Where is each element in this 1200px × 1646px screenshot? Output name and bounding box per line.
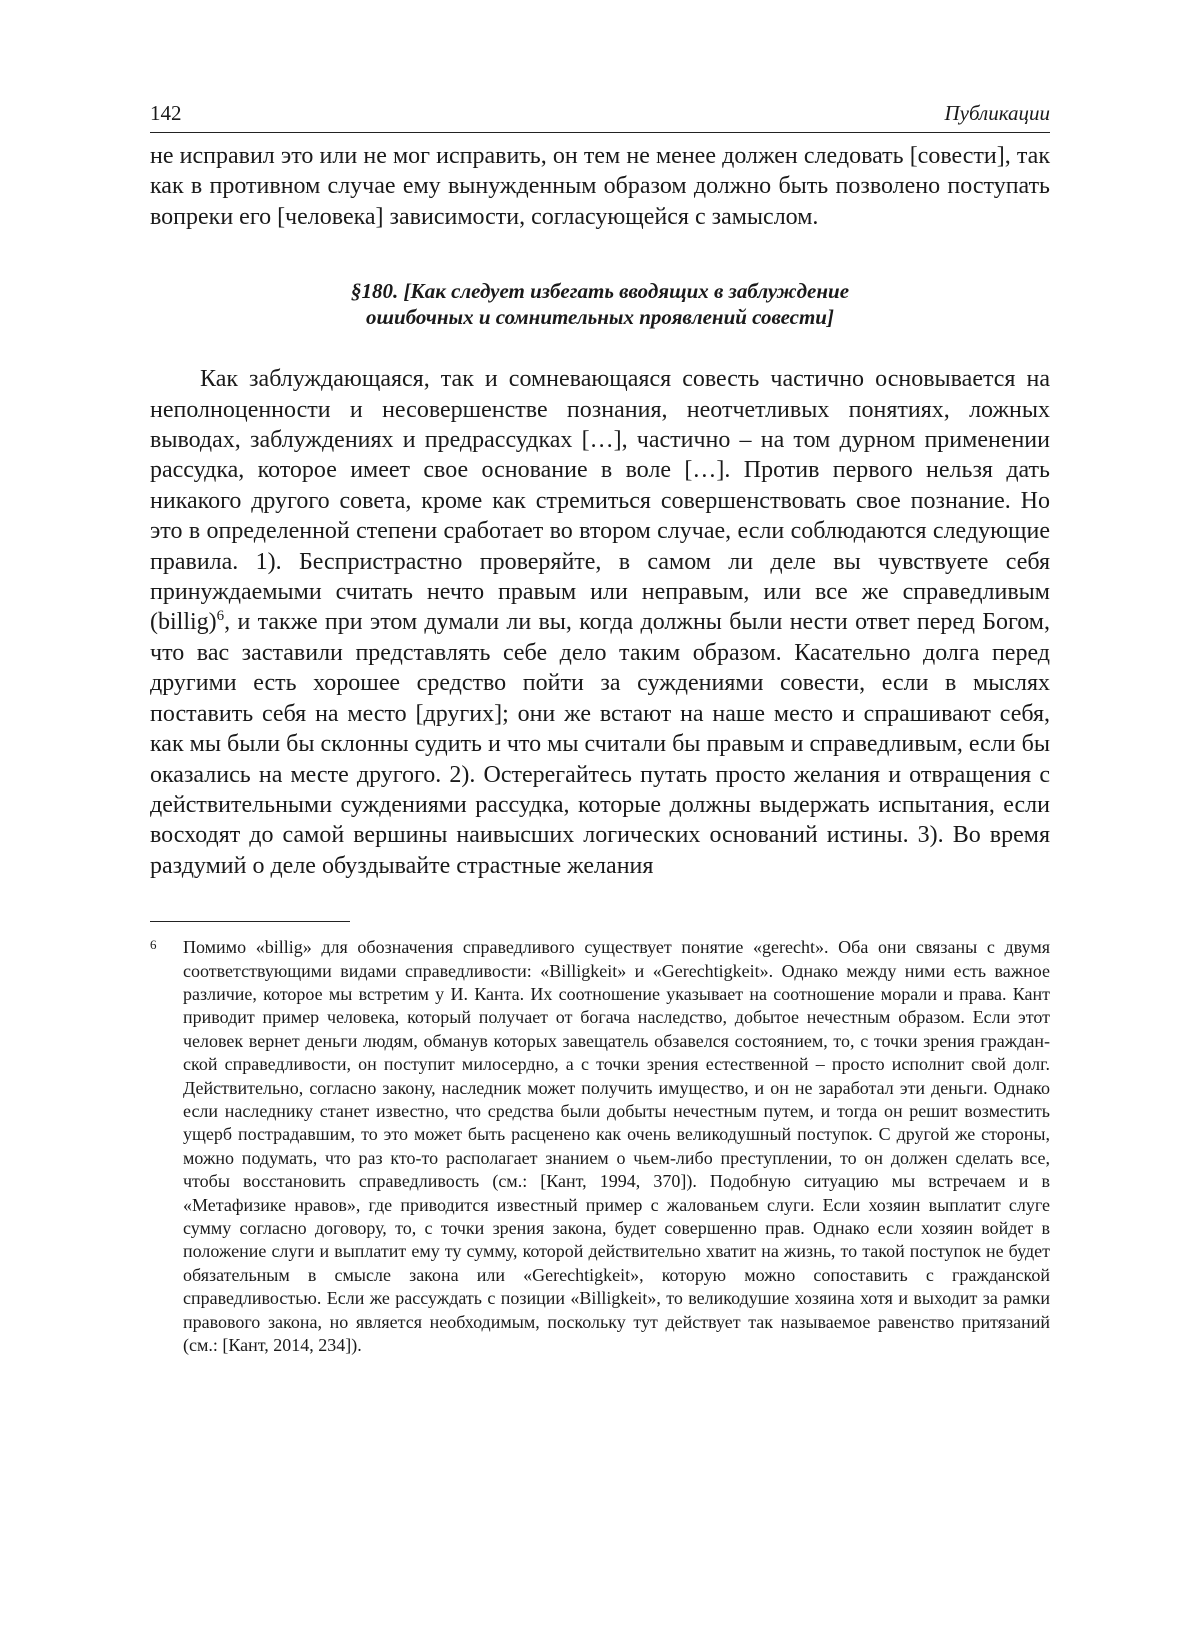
footnote-divider [150,921,350,922]
section-heading [150,278,1050,330]
document-page [150,100,1050,1357]
running-header [150,100,1050,133]
footnote-number: 6 [150,937,157,953]
paragraph-text-part-1: Как заблуждающаяся, так и сомневающаяся совесть частично основывается на неполноценности и несовершенстве познания, неотчетливых понятиях, ложных выводах, заблуждениях и предрассудках […], частично – на том дурном применении рассудка, которое имеет свое основание в воле […]. Против первого нельзя дать никакого другого совета, кроме как стремиться совершенствовать свое познание. Но это в определенной степени сработает во втором случае, если соблюдаются следующие правила. 1). Беспристрастно проверяйте, в самом ли деле вы чувствуете себя принуждаемыми считать нечто правым или неправым, или все же справедливым (billig) [150,366,1050,636]
footnote-text: Помимо «billig» для обозначения справедливого существует понятие «gerecht». Оба они связаны с двумя соответствующими видами справедливости: «Billigkeit» и «Gerechtigkeit». Однако между ними есть важное различие, которое мы встретим у И. Канта. Их соотношение указывает на соотношение морали и права. Кант приводит пример человека, который получает от богача наследство, добытое нечестным образом. Если этот человек вернет деньги людям, обманув которых завещатель обзавелся состоянием, то, с точки зрения гражданской справедливости, он поступит милосердно, а с точки зрения естественной – просто исполнит свой долг. Действительно, согласно закону, наследник может получить имущество, и он не заработал эти деньги. Однако если наследнику станет известно, что средства были добыты нечестным путем, и тогда он решит возместить ущерб пострадавшим, то это может быть расценено как очень великодушный поступок. С другой же стороны, можно подумать, что раз кто-то располагает знанием о чьем-либо преступлении, то он должен сделать все, чтобы восстановить справедливость (см.: [Кант, 1994, 370]). Подобную ситуацию мы встречаем и в «Метафизике нравов», где приводится известный пример с жалованьем слуги. Если хозяин выплатит слуге сумму согласно договору, то, с точки зрения закона, будет совершенно прав. Однако если хозяин войдет в положение слуги и выплатит ему ту сумму, которой действительно хватит на жизнь, то такой поступок не будет обязательным в смысле закона или «Gerechtigkeit», которую можно сопоставить с гражданской справедливостью. Если же рассуждать с позиции «Billigkeit», то великодушие хозяина хотя и выходит за рамки правового закона, но является необходимым, поскольку тут действует так называемое равенство притязаний (см.: [Кант, 2014, 234]). [183,937,1050,1356]
running-section-title: Публикации [944,101,1050,125]
footnote-reference[interactable]: 6 [216,608,225,625]
section-heading-line-1: §180. [Как следует избегать вводящих в заблуждение [350,279,850,304]
section-paragraph [150,364,1050,881]
paragraph-text-part-2: , и также при этом думали ли вы, когда должны были нести ответ перед Богом, что вас заставили представлять себе дело таким образом. Касательно долга перед другими есть хорошее средство пойти за суждениями совести, если в мыслях поставить себя на место [других]; они же встают на наше место и спрашивают себя, как мы были бы склонны судить и что мы считали бы правым и справедливым, если бы оказались на месте другого. 2). Остерегайтесь путать просто желания и отвращения с действительными суждениями рассудка, которые должны выдержать испытания, если восходят до самой вершины наивысших логических оснований истины. 3). Во время раздумий о деле обуздывайте страстные желания [150,609,1050,879]
section-heading-line-2: ошибочных и сомнительных проявлений совести] [366,305,834,330]
page-number: 142 [150,101,182,125]
continuation-paragraph: не исправил это или не мог исправить, он тем не менее должен следовать [совести], так как в противном случае ему вынужденным образом должно быть позволено поступать вопреки его [человека] зависимости, согласующейся с замыслом. [150,143,1050,230]
footnote [150,936,1050,1357]
